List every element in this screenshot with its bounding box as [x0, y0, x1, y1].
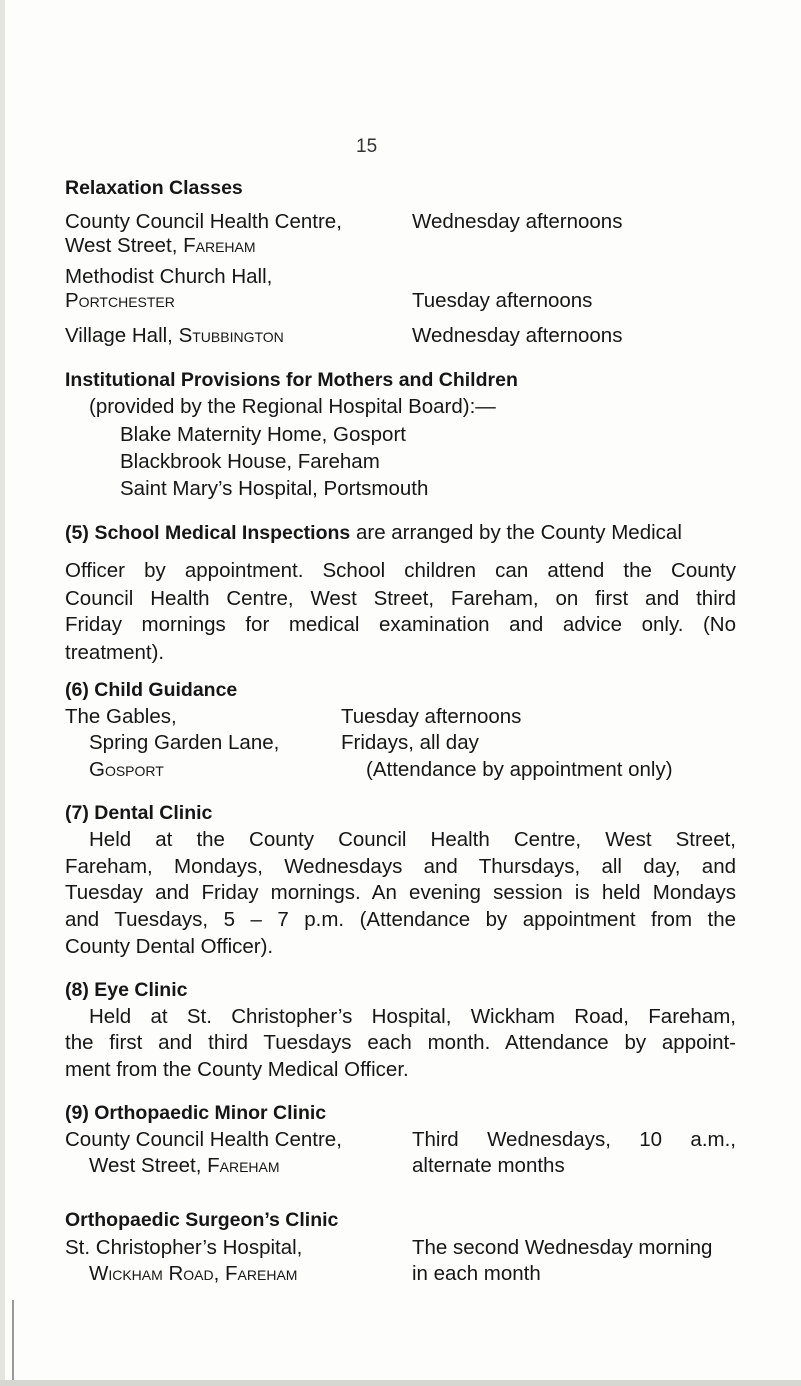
relaxation-place-3	[65, 324, 284, 348]
section-title: Child Guidance	[94, 679, 238, 701]
orthopaedic-minor-place-2	[89, 1154, 280, 1178]
relaxation-time-3: Wednesday afternoons	[412, 324, 623, 347]
dental-line-3: Tuesday and Friday mornings. An evening session is held Mondays	[65, 881, 736, 904]
street-text: West Street,	[65, 234, 184, 257]
school-line-3: Council Health Centre, West Street, Fareham, on first and third	[65, 587, 736, 610]
eye-line-3: ment from the County Medical Officer.	[65, 1058, 409, 1081]
relaxation-time-1: Wednesday afternoons	[412, 210, 623, 233]
child-guidance-place-3: Gosport	[89, 758, 164, 781]
section-number: (7)	[65, 802, 89, 824]
town-text: Fareham	[207, 1154, 280, 1177]
orthopaedic-minor-place-1: County Council Health Centre,	[65, 1128, 342, 1151]
section-title: Orthopaedic Minor Clinic	[94, 1102, 327, 1124]
orthopaedic-minor-heading	[65, 1101, 326, 1125]
section-title: Dental Clinic	[94, 802, 213, 824]
dental-heading	[65, 801, 212, 825]
page-edge-mark	[12, 1300, 14, 1386]
page-bottom-edge	[0, 1380, 801, 1386]
page-number: 15	[356, 136, 378, 157]
relaxation-heading: Relaxation Classes	[65, 177, 243, 199]
school-text: are arranged by the County Medical	[350, 521, 682, 544]
page-edge-shadow	[0, 0, 5, 1386]
relaxation-time-2: Tuesday afternoons	[412, 289, 593, 312]
child-guidance-place-2: Spring Garden Lane,	[89, 731, 280, 754]
child-guidance-time-3: (Attendance by appointment only)	[366, 758, 673, 781]
dental-line-4: and Tuesdays, 5 – 7 p.m. (Attendance by appointment from the	[65, 908, 736, 931]
school-heading: School Medical Inspections	[94, 522, 351, 544]
section-number: (6)	[65, 679, 89, 701]
child-guidance-time-1: Tuesday afternoons	[341, 705, 522, 728]
institution-item: Blake Maternity Home, Gosport	[120, 423, 406, 446]
orthopaedic-surgeon-heading: Orthopaedic Surgeon’s Clinic	[65, 1209, 339, 1231]
section-number: (9)	[65, 1102, 89, 1124]
relaxation-place-2-line-2: Portchester	[65, 289, 175, 312]
child-guidance-time-2: Fridays, all day	[341, 731, 479, 754]
eye-line-2: the first and third Tuesdays each month. Attendance by appoint-	[65, 1031, 736, 1054]
institution-item: Blackbrook House, Fareham	[120, 450, 380, 473]
section-number: (8)	[65, 979, 89, 1001]
child-guidance-place-1: The Gables,	[65, 705, 177, 728]
orthopaedic-minor-time-1: Third Wednesdays, 10 a.m.,	[412, 1128, 736, 1151]
orthopaedic-surgeon-time-1: The second Wednesday morning	[412, 1236, 713, 1259]
relaxation-place-1-line-2	[65, 234, 256, 258]
institution-item: Saint Mary’s Hospital, Portsmouth	[120, 477, 429, 500]
institutional-subline: (provided by the Regional Hospital Board):—	[89, 395, 496, 418]
orthopaedic-surgeon-time-2: in each month	[412, 1262, 541, 1285]
town-text: Fareham	[183, 234, 256, 257]
orthopaedic-surgeon-place-2: Wickham Road, Fareham	[89, 1262, 298, 1285]
eye-heading	[65, 978, 187, 1002]
school-line-1	[65, 521, 736, 545]
institutional-heading: Institutional Provisions for Mothers and Children	[65, 369, 518, 391]
street-text: West Street,	[89, 1154, 208, 1177]
child-guidance-heading	[65, 678, 237, 702]
town-text: Stubbington	[178, 324, 284, 347]
place-text: Village Hall,	[65, 324, 179, 347]
dental-line-5: County Dental Officer).	[65, 935, 274, 958]
relaxation-place-2-line-1: Methodist Church Hall,	[65, 265, 273, 288]
orthopaedic-minor-time-2: alternate months	[412, 1154, 565, 1177]
section-title: Eye Clinic	[94, 979, 188, 1001]
school-line-4: Friday mornings for medical examination and advice only. (No	[65, 613, 736, 636]
school-line-2: Officer by appointment. School children can attend the County	[65, 559, 736, 582]
school-number: (5)	[65, 522, 89, 544]
dental-line-2: Fareham, Mondays, Wednesdays and Thursdays, all day, and	[65, 855, 736, 878]
eye-line-1: Held at St. Christopher’s Hospital, Wickham Road, Fareham,	[89, 1005, 736, 1028]
relaxation-place-1-line-1: County Council Health Centre,	[65, 210, 342, 233]
orthopaedic-surgeon-place-1: St. Christopher’s Hospital,	[65, 1236, 303, 1259]
dental-line-1: Held at the County Council Health Centre, West Street,	[89, 828, 736, 851]
school-line-5: treatment).	[65, 641, 165, 664]
